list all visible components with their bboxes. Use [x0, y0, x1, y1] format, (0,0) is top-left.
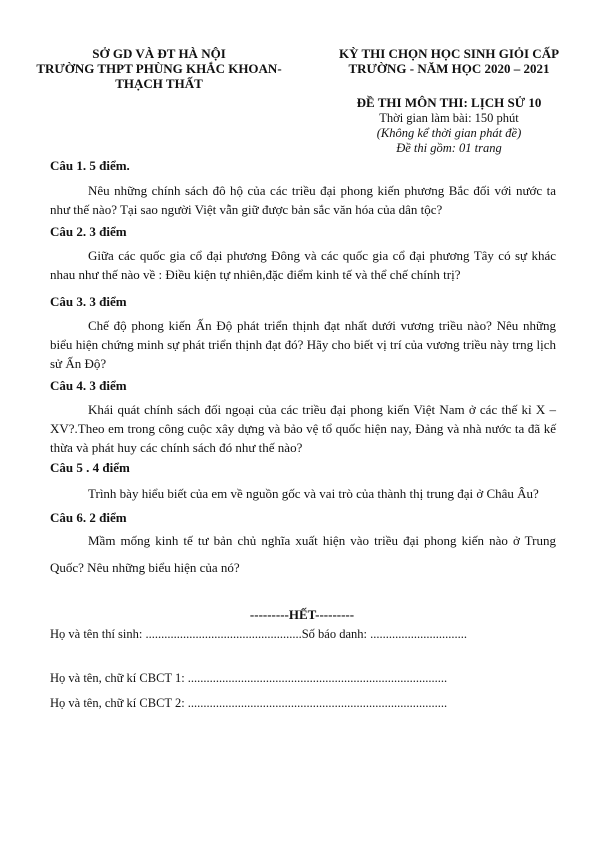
question-3-title: Câu 3. 3 điểm [50, 294, 127, 309]
question-4-body: Khái quát chính sách đối ngoại của các triều đại phong kiến Việt Nam ở các thế kỉ X – XV?.Theo em trong công cuộc xây dựng và bảo vệ tổ quốc hiện nay, Đảng và nhà nước ta đã kế thừa và phát huy các chính sách đó như thế nào? [50, 402, 556, 455]
exam-title-line2: TRƯỜNG - NĂM HỌC 2020 – 2021 [348, 61, 550, 76]
school-name: TRƯỜNG THPT PHÙNG KHẮC KHOAN- [36, 61, 282, 76]
question-6-title: Câu 6. 2 điểm [50, 510, 127, 525]
exam-duration-note: (Không kể thời gian phát đề) [376, 126, 522, 140]
exam-title-line1: KỲ THI CHỌN HỌC SINH GIỎI CẤP [338, 46, 560, 61]
question-1-body: Nêu những chính sách đô hộ của các triều đại phong kiến phương Bắc đối với nước ta như thế nào? Tại sao người Việt vẫn giữ được bản sắc văn hóa của dân tộc? [50, 183, 556, 217]
candidate-info-line [50, 626, 467, 642]
exam-header [318, 46, 580, 76]
question-6-body: Mầm mống kinh tế tư bản chủ nghĩa xuất hiện vào triều đại phong kiến nào ở Trung Quốc? Nêu những biểu hiện của nó? [50, 533, 556, 575]
exam-duration: Thời gian làm bài: 150 phút [379, 111, 519, 125]
candidate-number-field: Số báo danh: ............................... [301, 627, 468, 641]
question-2-body: Giữa các quốc gia cổ đại phương Đông và các quốc gia cổ đại phương Tây có sự khác nhau như thế nào về : Điều kiện tự nhiên,đặc điểm kinh tế và thể chế chính trị? [50, 248, 556, 282]
school-location: THẠCH THẤT [115, 76, 203, 91]
department-name: SỞ GD VÀ ĐT HÀ NỘI [92, 46, 226, 61]
question-3-body: Chế độ phong kiến Ấn Độ phát triển thịnh đạt nhất dưới vương triều nào? Nêu những biểu hiện chứng minh sự phát triển thịnh đạt đó? Hãy cho biết vị trí của vương triều này trng lịch sử Ấn Độ? [50, 318, 556, 371]
question-1-title: Câu 1. 5 điểm. [50, 158, 130, 173]
candidate-name-field: Họ và tên thí sinh: .................................................. [50, 627, 302, 641]
proctor-2-signature: Họ và tên, chữ kí CBCT 2: ................................................................................... [50, 696, 448, 710]
question-5-title: Câu 5 . 4 điểm [50, 460, 130, 475]
question-5-body: Trình bày hiểu biết của em về nguồn gốc và vai trò của thành thị trung đại ở Châu Âu? [88, 486, 539, 501]
end-marker: ---------HẾT--------- [249, 607, 355, 622]
school-header [24, 46, 294, 91]
proctor-1-signature: Họ và tên, chữ kí CBCT 1: ................................................................................... [50, 671, 448, 685]
exam-subject: ĐỀ THI MÔN THI: LỊCH SỬ 10 [356, 95, 542, 110]
question-2-title: Câu 2. 3 điểm [50, 224, 127, 239]
exam-page-count: Đề thi gồm: 01 trang [396, 141, 502, 155]
question-4-title: Câu 4. 3 điểm [50, 378, 127, 393]
